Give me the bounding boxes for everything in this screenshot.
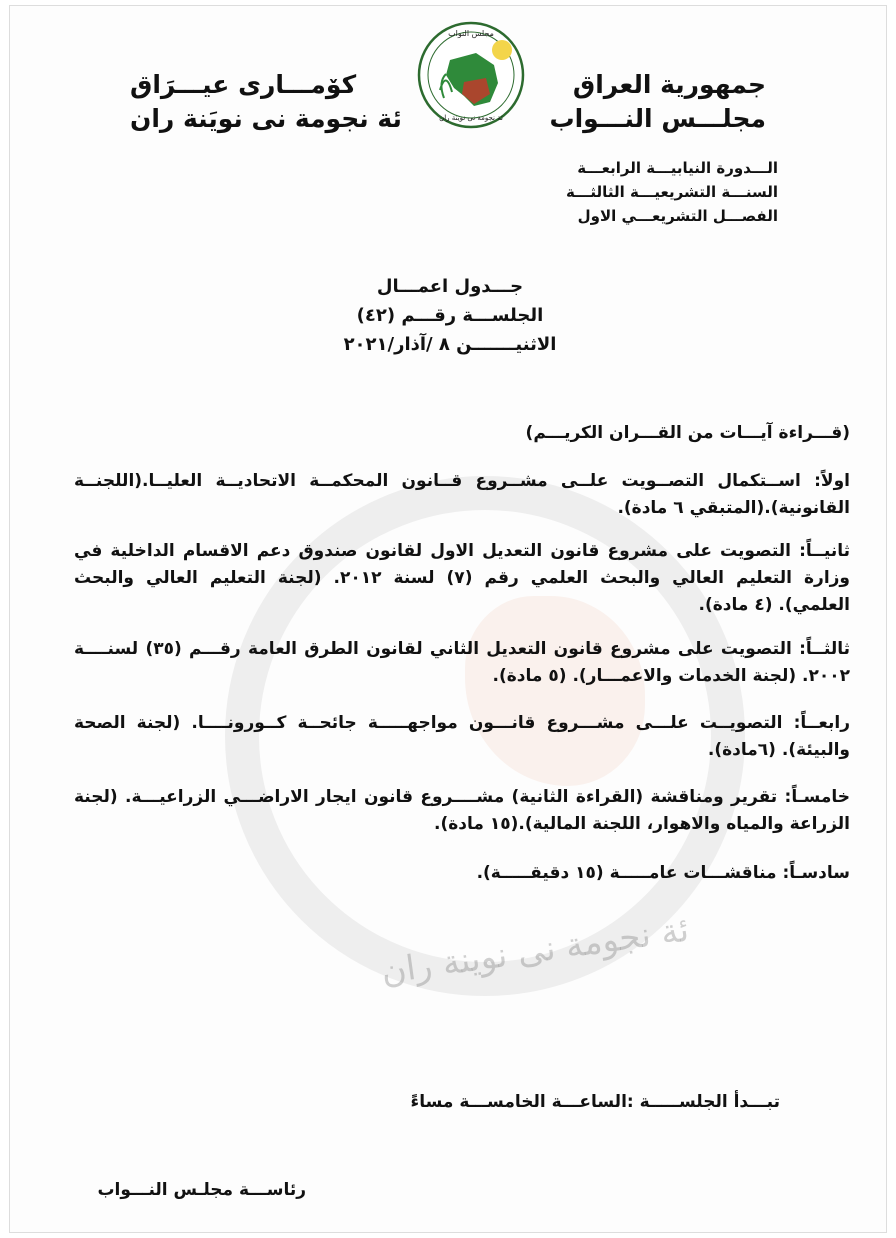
header-left: [130, 68, 402, 136]
agenda-item-1: اولاً: اســتكمال التصــويت علــى مشــروع قــانون المحكمــة الاتحاديــة العليــا.(اللجنــة القانونية).(المتبقي ٦ مادة).: [74, 471, 850, 518]
logo-bottom-text: ئة نجومة نى نوينة ران: [439, 114, 503, 122]
agenda-item-2: ثانيــاً: التصويت على مشروع قانون التعديل الاول لقانون صندوق دعم الاقسام الداخلية في وزارة التعليم العالي والبحث العلمي رقم (٧) لسنة ٢٠١٢. (لجنة التعليم العالي والبحث العلمي). (٤ مادة).: [74, 541, 850, 615]
header-right: [549, 68, 766, 136]
header-left-line2: ئة نجومة نى نويَنة ران: [130, 104, 402, 133]
agenda-item-4: رابعــاً: التصويــت علـــى مشـــروع قانـــون مواجهـــــة جائحــة كــورونــــا. (لجنة الصحة والبيئة). (٦مادة).: [74, 713, 850, 760]
header-right-line2: مجلـــس النـــواب: [549, 104, 766, 133]
term-info: [566, 156, 778, 228]
header-right-line1: جمهورية العراق: [572, 70, 766, 99]
presidency-signature: رئاســـة مجلـس النـــواب: [97, 1180, 306, 1200]
parliament-logo: [416, 20, 526, 130]
document-page: [10, 6, 886, 1232]
logo-top-text: مجلس النواب: [448, 29, 494, 38]
term-line2: السنـــة التشريعيـــة الثالثـــة: [565, 183, 778, 201]
agenda-item-6: سادسـاً: مناقشـــات عامـــــة (١٥ دقيقـــــة).: [476, 863, 850, 883]
header-left-line1: كۆمـــارى عيـــرَاق: [130, 70, 357, 99]
watermark-text: ئة نجومة نى نوينة ران: [378, 909, 692, 993]
agenda-item-3: ثالثــاً: التصويت على مشروع قانون التعديل الثاني لقانون الطرق العامة رقـــم (٣٥) لسنــــة ٢٠٠٢. (لجنة الخدمات والاعمـــار). (٥ مادة).: [74, 639, 850, 686]
term-line3: الفصـــل التشريعـــي الاول: [577, 207, 778, 225]
agenda-item-5: خامسـاً: تقرير ومناقشة (القراءة الثانية) مشــــروع قانون ايجار الاراضـــي الزراعيـــة. (لجنة الزراعة والمياه والاهوار، اللجنة المالية).(١٥ مادة).: [74, 787, 850, 834]
session-start-time: تبـــدأ الجلســـــة :الساعـــة الخامســـة مساءً: [410, 1092, 780, 1112]
agenda-quran: (قـــراءة آيـــات من القـــران الكريـــم): [525, 423, 850, 443]
agenda-title-line2: الجلســـة رقـــم (٤٢): [356, 305, 544, 326]
agenda-title-line1: جـــدول اعمـــال: [376, 276, 524, 297]
term-line1: الـــدورة النيابيـــة الرابعـــة: [577, 159, 778, 177]
agenda-title-line3: الاثنيـــــــن ٨ /آذار/٢٠٢١: [343, 334, 557, 355]
agenda-title: [310, 272, 590, 359]
